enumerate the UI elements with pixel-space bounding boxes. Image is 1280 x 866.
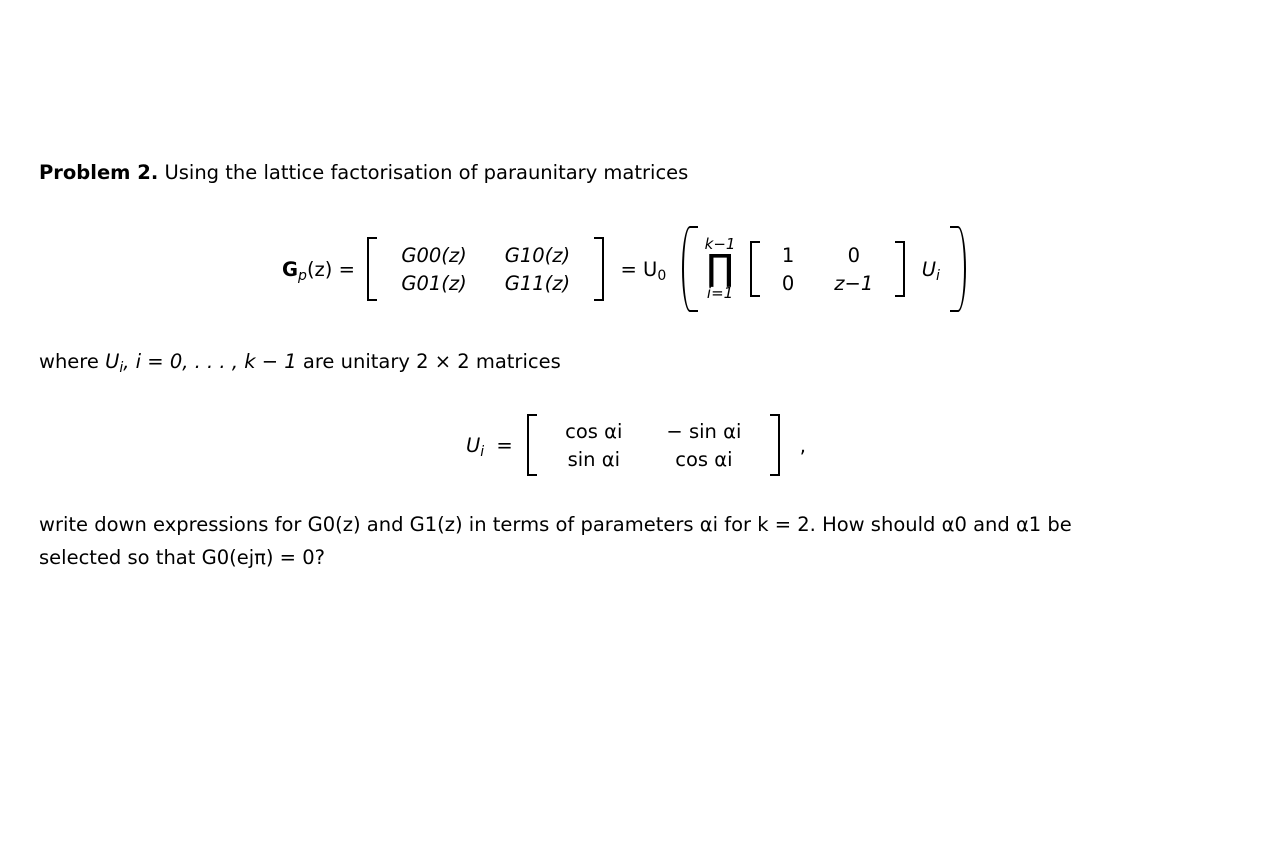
matrix-cell: G01(z): [401, 271, 467, 295]
product-symbol: ∏: [706, 248, 734, 289]
unitary-matrix-equation: [466, 414, 806, 476]
trailing-comma: ,: [799, 433, 806, 457]
where-word: where: [39, 350, 99, 373]
question-line-1: write down expressions for G0(z) and G1(z) in terms of parameters αi for k = 2. How should α0 and α1 be: [39, 513, 1072, 536]
trailing-u: U: [921, 257, 936, 281]
matrix-cell: cos αi: [565, 419, 623, 443]
index-range: , i = 0, . . . , k − 1: [123, 350, 297, 373]
product-operator: [705, 237, 736, 301]
ui-symbol: U: [466, 433, 481, 457]
lhs-argument: (z) =: [306, 257, 355, 281]
problem-intro: Using the lattice factorisation of paraunitary matrices: [164, 161, 689, 184]
equals-u0: = U: [620, 257, 658, 281]
matrix-cell: − sin αi: [666, 419, 742, 443]
trailing-u-subscript: i: [935, 267, 940, 284]
matrix-cell: G10(z): [504, 243, 571, 267]
right-bracket: [594, 237, 604, 301]
where-line: [39, 345, 561, 378]
question-line-2: selected so that G0(ejπ) = 0?: [39, 546, 325, 569]
lhs-subscript: p: [298, 267, 307, 284]
equals-sign: =: [496, 433, 513, 457]
matrix-cell: G00(z): [401, 243, 467, 267]
left-paren: [682, 226, 698, 312]
rotation-right-bracket: [770, 414, 780, 476]
matrix-cell: 0: [781, 271, 795, 295]
product-upper-limit: k−1: [704, 235, 736, 253]
product-lower-limit: i=1: [706, 284, 734, 302]
ui-subscript: i: [480, 443, 485, 460]
where-description: are unitary 2 × 2 matrices: [302, 350, 561, 373]
delay-matrix: [782, 242, 873, 297]
left-bracket: [367, 237, 377, 301]
lattice-factorisation-equation: [282, 226, 966, 312]
matrix-cell: z−1: [834, 271, 874, 295]
matrix-cell: cos αi: [675, 447, 733, 471]
inner-left-bracket: [750, 241, 760, 297]
matrix-cell: G11(z): [504, 271, 571, 295]
problem-label: Problem 2.: [39, 161, 159, 184]
inner-right-bracket: [895, 241, 905, 297]
where-u: U: [105, 350, 120, 373]
right-paren: [950, 226, 966, 312]
polyphase-matrix: [401, 242, 570, 297]
u0-subscript: 0: [657, 267, 667, 284]
lhs-symbol: G: [282, 257, 299, 281]
rotation-matrix: [565, 418, 741, 473]
rotation-left-bracket: [527, 414, 537, 476]
matrix-cell: 0: [847, 243, 860, 267]
matrix-cell: sin αi: [567, 447, 620, 471]
matrix-cell: 1: [781, 243, 795, 267]
where-u-subscript: i: [119, 360, 124, 377]
problem-statement: [39, 156, 688, 189]
